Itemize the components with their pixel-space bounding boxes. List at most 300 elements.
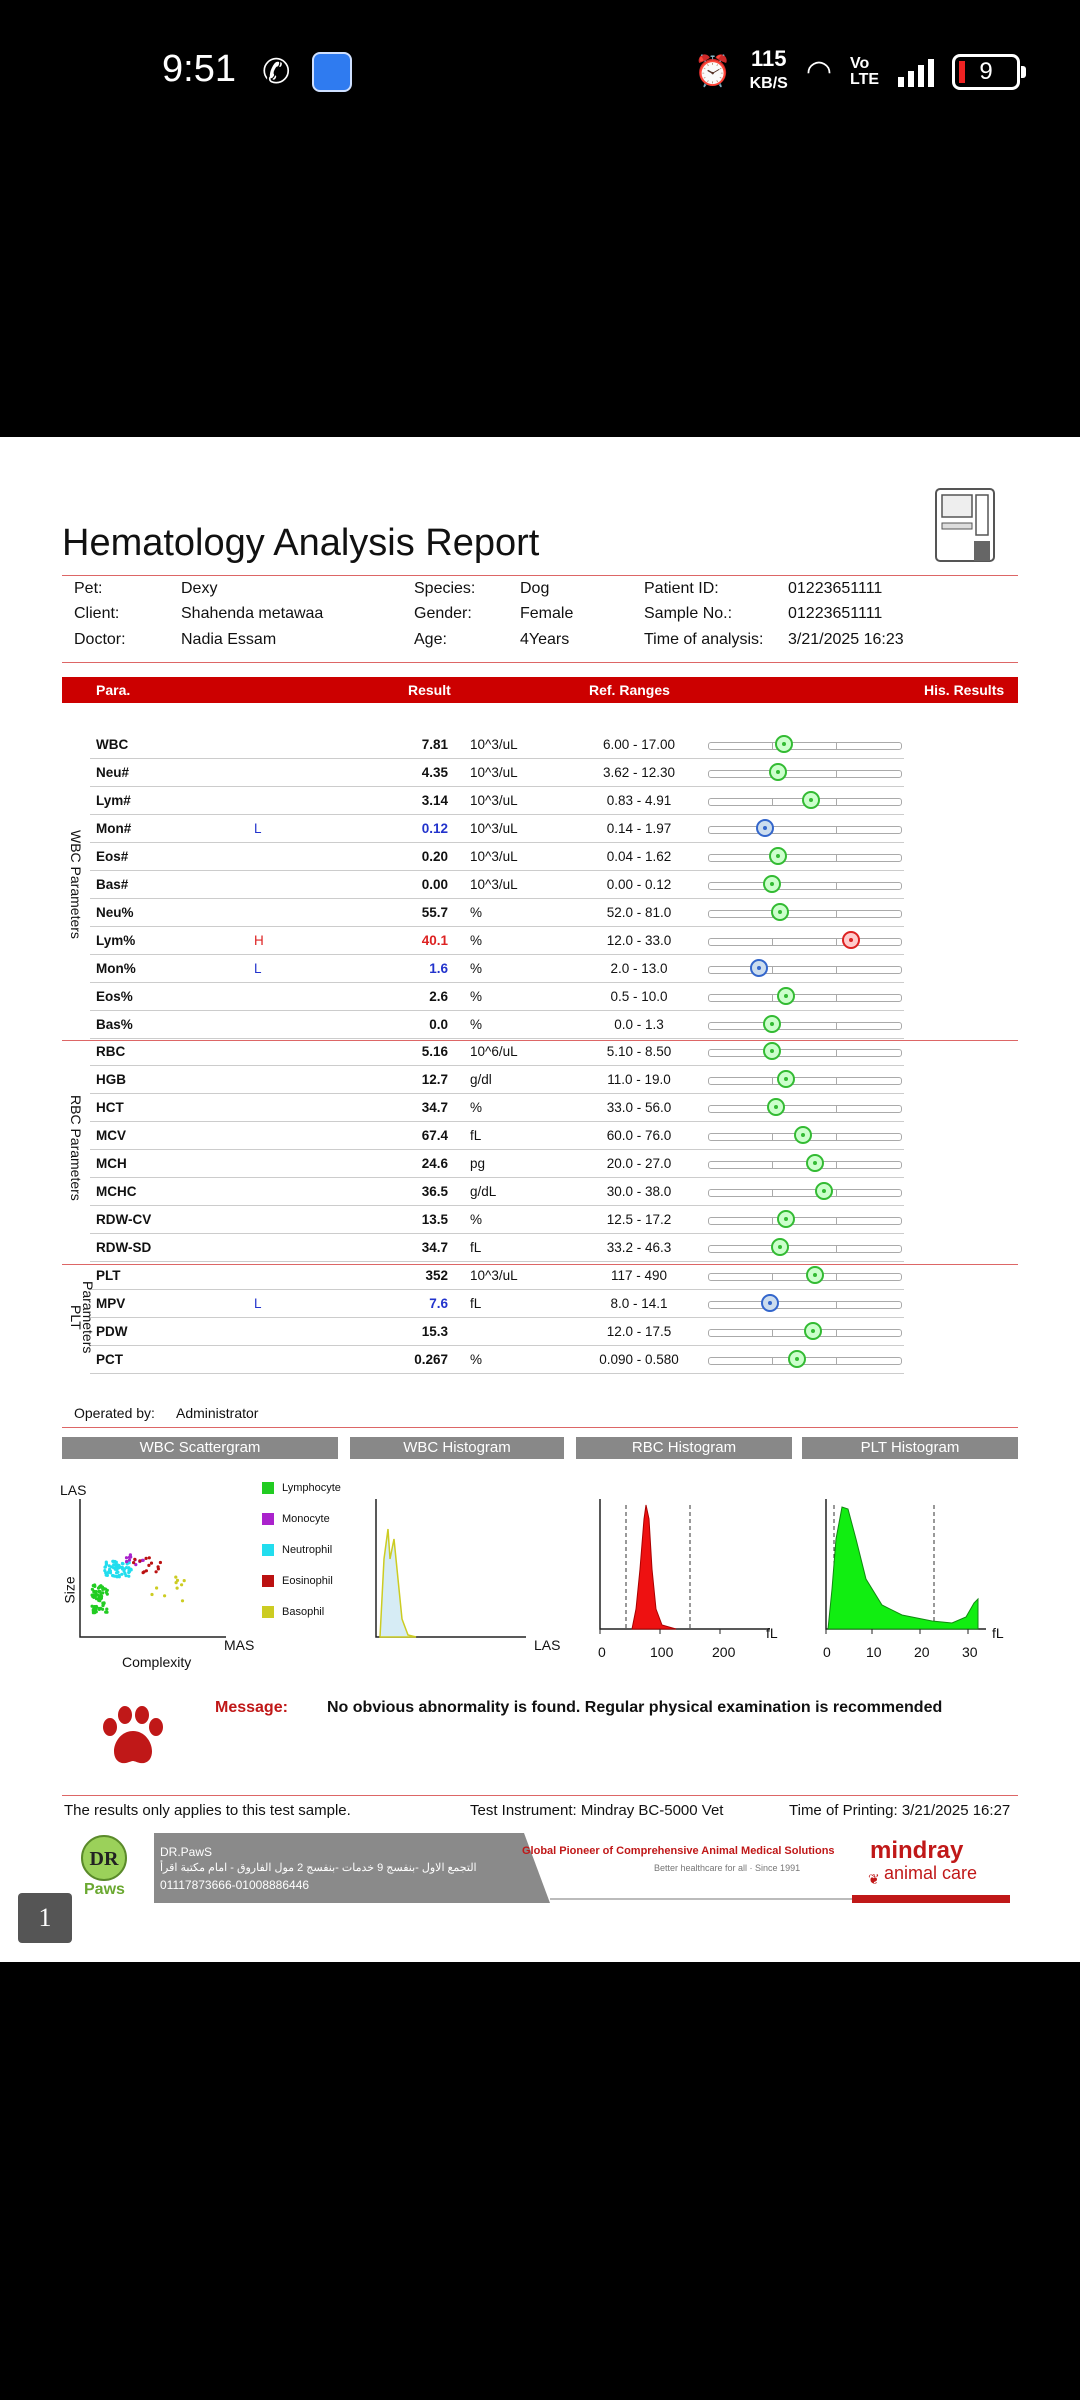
scatter-point <box>105 1608 108 1611</box>
unit: % <box>470 988 483 1004</box>
ref-range: 6.00 - 17.00 <box>602 737 676 752</box>
result-value: 34.7 <box>421 1100 448 1116</box>
ref-range: 0.00 - 0.12 <box>606 876 672 892</box>
scatter-point <box>115 1568 118 1571</box>
volte-label: Vo LTE <box>850 54 880 88</box>
client-value: Shahenda metawaa <box>181 605 324 622</box>
result-value: 13.5 <box>421 1212 448 1228</box>
scatter-point <box>123 1572 126 1575</box>
basophil-swatch <box>262 1606 274 1618</box>
param-name: PDW <box>96 1323 128 1339</box>
param-name: MPV <box>96 1296 126 1311</box>
param-name: MCH <box>96 1156 127 1172</box>
flag: L <box>254 960 262 976</box>
result-value: 67.4 <box>421 1128 448 1144</box>
ref-range: 12.5 - 17.2 <box>606 1212 672 1228</box>
divider <box>62 662 1018 663</box>
scatter-point <box>180 1583 183 1586</box>
table-row <box>90 1037 904 1066</box>
ref-range: 12.0 - 33.0 <box>606 932 672 948</box>
divider <box>62 1427 1018 1428</box>
history-bar <box>708 854 902 862</box>
unit: % <box>470 904 483 920</box>
ref-range: 11.0 - 19.0 <box>607 1072 671 1088</box>
footer-print-time: Time of Printing: 3/21/2025 16:27 <box>789 1802 1011 1819</box>
patient-id-value: 01223651111 <box>788 580 883 597</box>
unit: % <box>470 932 483 948</box>
app-notification-icon <box>312 52 352 92</box>
param-name: HCT <box>96 1100 124 1116</box>
divider <box>62 575 1018 576</box>
species-value: Dog <box>520 580 550 597</box>
rbc-group-label: RBC Parameters <box>68 1095 84 1201</box>
history-bar <box>708 1245 902 1253</box>
mindray-tagline: Global Pioneer of Comprehensive Animal Medical Solutions <box>522 1845 835 1857</box>
table-header <box>62 677 1018 703</box>
table-row <box>90 1121 904 1150</box>
table-row <box>90 954 904 983</box>
clinic-logo-text: Paws <box>84 1881 125 1898</box>
table-row <box>90 758 904 787</box>
result-marker <box>815 1182 833 1200</box>
battery-icon: 9 <box>952 54 1020 90</box>
unit: 10^3/uL <box>470 764 518 780</box>
ref-range: 2.0 - 13.0 <box>610 960 668 976</box>
unit: % <box>470 1351 483 1367</box>
scatter-point <box>105 1591 108 1594</box>
neutrophil-swatch <box>262 1544 274 1556</box>
result-marker <box>777 1070 795 1088</box>
flag: L <box>254 820 262 836</box>
scatter-point <box>95 1597 98 1600</box>
clinic-name: DR.PawS <box>160 1845 213 1859</box>
wbc-histogram-header: WBC Histogram <box>350 1437 564 1459</box>
ref-range: 33.0 - 56.0 <box>606 1100 672 1116</box>
scatter-point <box>176 1587 179 1590</box>
result-marker <box>763 1042 781 1060</box>
legend-monocyte: Monocyte <box>262 1513 330 1525</box>
mindray-brand-sub: animal care <box>884 1863 978 1883</box>
scatter-point <box>121 1562 124 1565</box>
result-marker <box>769 763 787 781</box>
unit: fL <box>470 1240 482 1256</box>
scatter-point <box>102 1603 105 1606</box>
scatter-point <box>145 1569 148 1572</box>
legend-basophil: Basophil <box>262 1606 324 1618</box>
result-value: 3.14 <box>421 792 448 808</box>
result-marker <box>788 1350 806 1368</box>
signal-icon <box>898 57 934 87</box>
analyzer-device-icon <box>930 485 1000 565</box>
param-name: RDW-SD <box>96 1240 152 1256</box>
result-value: 7.6 <box>429 1296 448 1311</box>
scatter-point <box>155 1570 158 1573</box>
param-name: Eos# <box>96 848 129 864</box>
scatter-point <box>109 1569 112 1572</box>
ref-range: 5.10 - 8.50 <box>606 1044 672 1060</box>
svg-text:DR: DR <box>89 1848 119 1870</box>
result-value: 0.00 <box>421 876 448 892</box>
result-marker <box>769 847 787 865</box>
result-marker <box>777 987 795 1005</box>
result-value: 5.16 <box>421 1044 448 1060</box>
scatter-point <box>94 1607 97 1610</box>
param-name: HGB <box>96 1072 126 1088</box>
rbc-tick-100: 100 <box>650 1644 674 1660</box>
ref-range: 8.0 - 14.1 <box>610 1296 668 1311</box>
param-name: Mon# <box>96 820 132 836</box>
plt-tick-30: 30 <box>962 1644 978 1660</box>
scatter-x-right-label: MAS <box>224 1637 255 1653</box>
result-marker <box>802 791 820 809</box>
scatter-x-label: Complexity <box>122 1654 192 1670</box>
plt-tick-10: 10 <box>866 1644 882 1660</box>
patient-id-label: Patient ID: <box>644 580 719 597</box>
history-bar <box>708 882 902 890</box>
scatter-point <box>159 1561 162 1564</box>
parameters-group-label: Parameters <box>80 1281 96 1354</box>
history-bar <box>708 1329 902 1337</box>
sample-label: Sample No.: <box>644 605 733 622</box>
wbc-group-label: WBC Parameters <box>68 830 84 939</box>
footer-banner <box>154 1833 1010 1903</box>
history-bar <box>708 1161 902 1169</box>
ref-range: 0.0 - 1.3 <box>614 1016 664 1032</box>
result-marker <box>794 1126 812 1144</box>
scatter-point <box>113 1575 116 1578</box>
table-row <box>90 1233 904 1262</box>
unit: g/dL <box>470 1184 497 1200</box>
scatter-point <box>97 1587 100 1590</box>
rbc-tick-200: 200 <box>712 1644 736 1660</box>
rbc-tick-0: 0 <box>598 1644 606 1660</box>
doctor-value: Nadia Essam <box>181 631 277 648</box>
pet-value: Dexy <box>181 580 218 597</box>
table-row <box>90 814 904 843</box>
monocyte-swatch <box>262 1513 274 1525</box>
table-row <box>90 1010 904 1039</box>
result-marker <box>767 1098 785 1116</box>
result-marker <box>771 1238 789 1256</box>
wbc-hist-x-label: LAS <box>534 1637 561 1653</box>
scatter-point <box>155 1586 158 1589</box>
footer-note: The results only applies to this test sample. <box>64 1802 351 1819</box>
species-label: Species: <box>414 580 476 597</box>
result-value: 7.81 <box>421 737 448 752</box>
unit: 10^3/uL <box>470 1268 518 1284</box>
result-marker <box>763 875 781 893</box>
result-value: 0.12 <box>421 820 448 836</box>
history-bar <box>708 826 902 834</box>
scatter-point <box>94 1592 97 1595</box>
scatter-point <box>100 1586 103 1589</box>
table-row <box>90 898 904 927</box>
scatter-point <box>105 1563 108 1566</box>
table-row <box>90 1289 904 1318</box>
unit: fL <box>470 1128 482 1144</box>
scatter-point <box>91 1588 94 1591</box>
result-marker <box>771 903 789 921</box>
history-bar <box>708 1189 902 1197</box>
report-title: Hematology Analysis Report <box>62 522 540 564</box>
wbc-scattergram <box>78 1499 228 1639</box>
table-row <box>90 1317 904 1346</box>
scatter-point <box>163 1594 166 1597</box>
result-value: 34.7 <box>421 1240 448 1256</box>
mindray-brand: mindray <box>870 1837 964 1864</box>
result-value: 352 <box>425 1268 448 1284</box>
result-value: 4.35 <box>421 764 448 780</box>
param-name: PCT <box>96 1351 123 1367</box>
result-value: 15.3 <box>421 1323 448 1339</box>
ref-range: 0.83 - 4.91 <box>606 792 672 808</box>
group-separator <box>62 1040 1018 1041</box>
table-row <box>90 786 904 815</box>
param-name: Mon% <box>96 960 136 976</box>
scatter-point <box>108 1564 111 1567</box>
scatter-point <box>181 1599 184 1602</box>
wbc-scattergram-header: WBC Scattergram <box>62 1437 338 1459</box>
scatter-point <box>142 1559 145 1562</box>
alarm-icon: ⏰ <box>694 55 732 88</box>
unit: 10^3/uL <box>470 876 518 892</box>
unit: % <box>470 1212 483 1228</box>
param-name: Bas% <box>96 1016 133 1032</box>
result-value: 24.6 <box>421 1156 448 1172</box>
clinic-phone: 01117873666-01008886446 <box>160 1878 310 1892</box>
scatter-point <box>113 1560 116 1563</box>
history-bar <box>708 1357 902 1365</box>
param-name: WBC <box>96 737 129 752</box>
scatter-point <box>95 1610 98 1613</box>
plt-fl-label: fL <box>992 1625 1004 1641</box>
ref-range: 12.0 - 17.5 <box>606 1323 672 1339</box>
operated-label: Operated by: <box>74 1405 155 1421</box>
mindray-sub: Better healthcare for all · Since 1991 <box>654 1863 801 1873</box>
unit: 10^3/uL <box>470 792 518 808</box>
result-value: 1.6 <box>429 960 448 976</box>
history-bar <box>708 1217 902 1225</box>
clinic-logo <box>78 1835 130 1881</box>
network-speed: 115 KB/S <box>749 46 788 92</box>
status-bar <box>0 0 1080 140</box>
scatter-point <box>125 1560 128 1563</box>
gender-value: Female <box>520 605 574 622</box>
unit: pg <box>470 1156 486 1172</box>
ref-range: 30.0 - 38.0 <box>606 1184 672 1200</box>
param-name: Lym# <box>96 792 131 808</box>
result-value: 40.1 <box>421 932 448 948</box>
scatter-point <box>112 1563 115 1566</box>
clock: 9:51 <box>162 48 236 90</box>
scatter-point <box>157 1565 160 1568</box>
result-marker <box>806 1266 824 1284</box>
scatter-point <box>148 1556 151 1559</box>
ref-range: 0.14 - 1.97 <box>606 820 672 836</box>
table-row <box>90 1205 904 1234</box>
scatter-point <box>174 1576 177 1579</box>
scatter-point <box>125 1556 128 1559</box>
page-number-badge: 1 <box>18 1893 72 1943</box>
doctor-label: Doctor: <box>74 631 126 648</box>
result-value: 0.0 <box>429 1016 448 1032</box>
scatter-point <box>142 1571 145 1574</box>
history-bar <box>708 1049 902 1057</box>
param-name: MCV <box>96 1128 126 1144</box>
scatter-point <box>93 1583 96 1586</box>
unit: 10^6/uL <box>470 1044 518 1060</box>
history-bar <box>708 938 902 946</box>
table-row <box>90 730 904 759</box>
scatter-point <box>150 1562 153 1565</box>
scatter-point <box>103 1566 106 1569</box>
unit: g/dl <box>470 1072 492 1088</box>
scatter-point <box>150 1593 153 1596</box>
ref-range: 0.04 - 1.62 <box>606 848 672 864</box>
table-row <box>90 1261 904 1290</box>
scatter-point <box>98 1595 101 1598</box>
ref-range: 0.5 - 10.0 <box>610 988 668 1004</box>
footer-instrument: Test Instrument: Mindray BC-5000 Vet <box>470 1802 724 1819</box>
message-label: Message: <box>215 1699 288 1716</box>
param-name: Lym% <box>96 932 136 948</box>
history-bar <box>708 910 902 918</box>
unit: 10^3/uL <box>470 737 518 752</box>
table-row <box>90 1149 904 1178</box>
scatter-point <box>145 1557 148 1560</box>
unit: 10^3/uL <box>470 848 518 864</box>
plt-histogram <box>822 1499 988 1639</box>
table-row <box>90 1345 904 1374</box>
table-row <box>90 842 904 871</box>
paw-icon <box>98 1705 168 1769</box>
result-marker <box>804 1322 822 1340</box>
table-row <box>90 1065 904 1094</box>
param-name: Neu# <box>96 764 130 780</box>
history-bar <box>708 1273 902 1281</box>
scatter-point <box>183 1579 186 1582</box>
history-bar <box>708 966 902 974</box>
param-name: Eos% <box>96 988 133 1004</box>
client-label: Client: <box>74 605 120 622</box>
result-value: 2.6 <box>429 988 448 1004</box>
scatter-point <box>129 1555 132 1558</box>
phone-icon: ✆ <box>262 53 291 91</box>
ref-range: 20.0 - 27.0 <box>606 1156 672 1172</box>
history-bar <box>708 994 902 1002</box>
scatter-point <box>127 1575 130 1578</box>
history-bar <box>708 770 902 778</box>
scatter-point <box>91 1605 94 1608</box>
scatter-point <box>104 1611 107 1614</box>
scatter-point <box>127 1569 130 1572</box>
result-value: 0.267 <box>414 1351 448 1367</box>
lymphocyte-swatch <box>262 1482 274 1494</box>
ref-range: 60.0 - 76.0 <box>606 1128 672 1144</box>
legend-eosinophil: Eosinophil <box>262 1575 333 1587</box>
scatter-point <box>99 1607 102 1610</box>
header-ref: Ref. Ranges <box>589 682 670 698</box>
scatter-point <box>91 1593 94 1596</box>
rbc-histogram <box>596 1499 772 1639</box>
unit: fL <box>470 1296 482 1311</box>
clinic-address: التجمع الاول -بنفسج 9 خدمات -بنفسج 2 مول الفاروق - امام مكتبة اقرأ <box>160 1862 477 1874</box>
table-row <box>90 1177 904 1206</box>
ref-range: 0.090 - 0.580 <box>599 1351 679 1367</box>
unit: % <box>470 960 483 976</box>
legend-neutrophil: Neutrophil <box>262 1544 332 1556</box>
table-row <box>90 926 904 955</box>
ref-range: 33.2 - 46.3 <box>606 1240 672 1256</box>
scatter-point <box>132 1561 135 1564</box>
scatter-point <box>106 1571 109 1574</box>
plt-histogram-header: PLT Histogram <box>802 1437 1018 1459</box>
flag: H <box>254 932 264 948</box>
result-marker <box>761 1294 779 1312</box>
result-marker <box>763 1015 781 1033</box>
wbc-histogram <box>372 1499 528 1639</box>
ref-range: 52.0 - 81.0 <box>606 904 672 920</box>
scatter-point <box>120 1573 123 1576</box>
age-value: 4Years <box>520 631 570 648</box>
scatter-point <box>98 1590 101 1593</box>
unit: % <box>470 1100 483 1116</box>
age-label: Age: <box>414 631 447 648</box>
scatter-y-label: Size <box>61 1576 78 1604</box>
scatter-point <box>125 1566 128 1569</box>
scatter-point <box>117 1564 120 1567</box>
scatter-point <box>133 1558 136 1561</box>
sample-value: 01223651111 <box>788 605 883 622</box>
result-marker <box>756 819 774 837</box>
report-page[interactable] <box>0 437 1080 1962</box>
history-bar <box>708 1133 902 1141</box>
ref-range: 117 - 490 <box>610 1268 668 1284</box>
scatter-point <box>138 1559 141 1562</box>
wifi-icon: ◠ <box>805 55 832 88</box>
result-value: 55.7 <box>421 904 448 920</box>
eosinophil-swatch <box>262 1575 274 1587</box>
pet-label: Pet: <box>74 580 103 597</box>
gender-label: Gender: <box>414 605 472 622</box>
scatter-point <box>147 1564 150 1567</box>
result-marker <box>777 1210 795 1228</box>
history-bar <box>708 1301 902 1309</box>
plt-group-label: PLT <box>68 1305 84 1330</box>
time-value: 3/21/2025 16:23 <box>788 631 904 648</box>
result-value: 0.20 <box>421 848 448 864</box>
divider <box>62 1795 1018 1796</box>
scatter-point <box>176 1579 179 1582</box>
mindray-paw-icon: ❦ <box>868 1871 880 1887</box>
rbc-histogram-header: RBC Histogram <box>576 1437 792 1459</box>
param-name: RDW-CV <box>96 1212 152 1228</box>
param-name: PLT <box>96 1268 121 1284</box>
message-text: No obvious abnormality is found. Regular physical examination is recommended <box>327 1699 943 1716</box>
param-name: Neu% <box>96 904 134 920</box>
param-name: MCHC <box>96 1184 137 1200</box>
param-name: Bas# <box>96 876 129 892</box>
history-bar <box>708 1022 902 1030</box>
table-row <box>90 870 904 899</box>
unit: % <box>470 1016 483 1032</box>
unit: 10^3/uL <box>470 820 518 836</box>
param-name: RBC <box>96 1044 126 1060</box>
scatter-point <box>92 1611 95 1614</box>
rbc-fl-label: fL <box>766 1625 778 1641</box>
history-bar <box>708 798 902 806</box>
result-marker <box>806 1154 824 1172</box>
